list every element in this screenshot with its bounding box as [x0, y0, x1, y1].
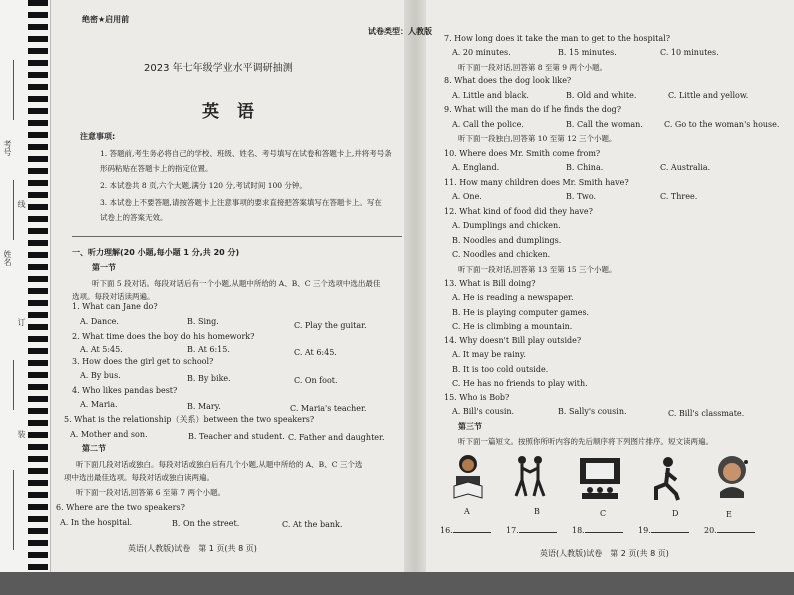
option-a: A. He is reading a newspaper. [452, 293, 574, 302]
question: 6. Where are the two speakers? [56, 503, 185, 512]
secret-label: 绝密★启用前 [82, 15, 130, 24]
paper-type: 试卷类型：人教版 [368, 27, 432, 36]
option-b: B. At 6:15. [187, 345, 230, 354]
bottom-margin [0, 572, 794, 595]
binding-line [13, 470, 14, 550]
option-b: B. On the street. [172, 519, 240, 528]
option-c: C. Go to the woman's house. [664, 120, 780, 129]
option-c: C. At the bank. [282, 520, 343, 529]
answer-blank [638, 526, 689, 535]
part1-instruction: 听下面 5 段对话。每段对话后有一个小题,从题中所给的 A、B、C 三个选项中选出最佳 [92, 279, 381, 288]
notes-divider [72, 236, 402, 237]
option-b: B. Call the woman. [566, 120, 643, 129]
option-b: B. Noodles and dumplings. [452, 236, 562, 245]
note-line: 试卷上的答案无效。 [100, 213, 168, 222]
answer-blank [704, 526, 755, 535]
option-c: C. Bill's classmate. [668, 409, 745, 418]
option-b: B. Mary. [187, 402, 221, 411]
option-c: C. On foot. [294, 376, 338, 385]
subject-title: 英 语 [202, 102, 260, 122]
question: 1. What can Jane do? [72, 302, 158, 311]
page-1 [52, 0, 404, 572]
subinstruction: 听下面一段独白,回答第 10 至第 12 三个小题。 [458, 134, 617, 143]
option-c: C. Play the guitar. [294, 321, 367, 330]
picture-label: A [464, 507, 470, 516]
question: 10. Where does Mr. Smith come from? [444, 149, 601, 158]
question: 12. What kind of food did they have? [444, 207, 593, 216]
option-a: A. In the hospital. [60, 518, 133, 527]
picture-label: E [726, 510, 732, 519]
answer-blank [440, 526, 491, 535]
blank-number: 18. [572, 526, 585, 535]
picture-label: B [534, 507, 540, 516]
section1-heading: 一、听力理解(20 小题,每小题 1 分,共 20 分) [72, 248, 240, 257]
name-label: 姓名 [3, 250, 12, 266]
blank-number: 17. [506, 526, 519, 535]
option-c: C. Australia. [660, 163, 711, 172]
note-line: 1. 答题前,考生务必将自己的学校、班级、姓名、考号填写在试卷和答题卡上,并将考号条 [100, 149, 392, 158]
question: 11. How many children does Mr. Smith have? [444, 178, 629, 187]
option-c: C. Little and yellow. [668, 91, 749, 100]
part3-instruction: 听下面一篇短文。按照你所听内容的先后顺序将下列图片排序。短文读两遍。 [458, 437, 713, 446]
question: 14. Why doesn't Bill play outside? [444, 336, 582, 345]
ding-label: 订 [17, 318, 26, 326]
blank-number: 19. [638, 526, 651, 535]
option-b: B. By bike. [187, 374, 231, 383]
note-line: 形码粘贴在答题卡上的指定位置。 [100, 164, 213, 173]
exam-title: 2023 年七年级学业水平调研抽测 [144, 63, 293, 74]
question: 13. What is Bill doing? [444, 279, 536, 288]
picture-label: D [672, 509, 679, 518]
picture-d-kneeling-icon [648, 454, 684, 502]
part1-label: 第一节 [92, 263, 116, 272]
option-b: B. 15 minutes. [558, 48, 617, 57]
notes-heading: 注意事项: [80, 132, 116, 141]
option-c: C. At 6:45. [294, 348, 337, 357]
picture-b-dancing-icon [508, 452, 552, 500]
option-a: A. Dance. [80, 317, 119, 326]
subinstruction: 听下面一段对话,回答第 8 至第 9 两个小题。 [458, 63, 607, 72]
option-b: B. It is too cold outside. [452, 365, 549, 374]
part2-instruction: 听下面几段对话或独白。每段对话或独白后有几个小题,从题中所给的 A、B、C 三个选 [76, 460, 363, 469]
subinstruction: 听下面一段对话,回答第 13 至第 15 三个小题。 [458, 265, 617, 274]
option-a: A. It may be rainy. [452, 350, 526, 359]
note-line: 3. 本试卷上不要答题,请按答题卡上注意事项的要求直接把答案填写在答题卡上。写在 [100, 198, 382, 207]
part2-subinstruction: 听下面一段对话,回答第 6 至第 7 两个小题。 [76, 488, 225, 497]
option-b: B. Sally's cousin. [558, 407, 627, 416]
line-label: 线 [17, 200, 26, 208]
option-c: C. He has no friends to play with. [452, 379, 588, 388]
part2-label: 第二节 [82, 444, 106, 453]
blank-number: 20. [704, 526, 717, 535]
page-2 [368, 0, 794, 572]
picture-c-cinema-icon [578, 456, 622, 500]
question: 4. Who likes pandas best? [72, 386, 178, 395]
note-line: 2. 本试卷共 8 页,六个大题,满分 120 分,考试时间 100 分钟。 [100, 181, 307, 190]
option-c: C. Three. [660, 192, 698, 201]
part2-instruction: 项中选出最佳选项。每段对话或独白读两遍。 [64, 473, 214, 482]
question: 8. What does the dog look like? [444, 76, 572, 85]
question: 3. How does the girl get to school? [72, 357, 214, 366]
question: 5. What is the relationship（关系）between the two speakers? [64, 415, 315, 424]
picture-a-reading-icon [448, 452, 488, 500]
option-c: C. Father and daughter. [288, 433, 385, 442]
page-footer: 英语(人教版)试卷 第 1 页(共 8 页) [128, 544, 257, 553]
picture-e-singing-icon [710, 452, 754, 500]
binding-strip [0, 0, 51, 572]
option-a: A. Dumplings and chicken. [452, 221, 561, 230]
binding-line [13, 180, 14, 240]
option-c: C. 10 minutes. [660, 48, 719, 57]
page-fold [404, 0, 426, 572]
answer-blank [572, 526, 623, 535]
binding-bars [28, 0, 48, 572]
option-b: B. Old and white. [566, 91, 637, 100]
option-c: C. Noodles and chicken. [452, 250, 551, 259]
option-c: C. He is climbing a mountain. [452, 322, 573, 331]
option-b: B. Teacher and student. [188, 432, 285, 441]
option-a: A. England. [452, 163, 500, 172]
part1-instruction: 选项。每段对话读两遍。 [72, 292, 155, 301]
binding-line [13, 360, 14, 410]
question: 9. What will the man do if he finds the dog? [444, 105, 622, 114]
option-a: A. Bill's cousin. [452, 407, 515, 416]
question: 2. What time does the boy do his homework? [72, 332, 255, 341]
option-a: A. At 5:45. [80, 345, 123, 354]
option-a: A. By bus. [80, 371, 121, 380]
option-a: A. Maria. [80, 400, 118, 409]
option-b: B. Sing. [187, 317, 219, 326]
option-a: A. 20 minutes. [452, 48, 511, 57]
binding-line [13, 60, 14, 120]
blank-number: 16. [440, 526, 453, 535]
zhuang-label: 装 [17, 430, 26, 438]
option-a: A. One. [452, 192, 482, 201]
option-b: B. Two. [566, 192, 597, 201]
option-a: A. Mother and son. [70, 430, 148, 439]
option-b: B. He is playing computer games. [452, 308, 590, 317]
answer-blank [506, 526, 557, 535]
page-footer: 英语(人教版)试卷 第 2 页(共 8 页) [540, 549, 669, 558]
exam-no-label: 考号 [3, 140, 12, 156]
option-c: C. Maria's teacher. [290, 404, 367, 413]
part3-label: 第三节 [458, 422, 482, 431]
question: 15. Who is Bob? [444, 393, 510, 402]
option-a: A. Call the police. [452, 120, 524, 129]
question: 7. How long does it take the man to get to the hospital? [444, 34, 670, 43]
option-a: A. Little and black. [452, 91, 529, 100]
picture-label: C [600, 509, 607, 518]
option-b: B. China. [566, 163, 604, 172]
